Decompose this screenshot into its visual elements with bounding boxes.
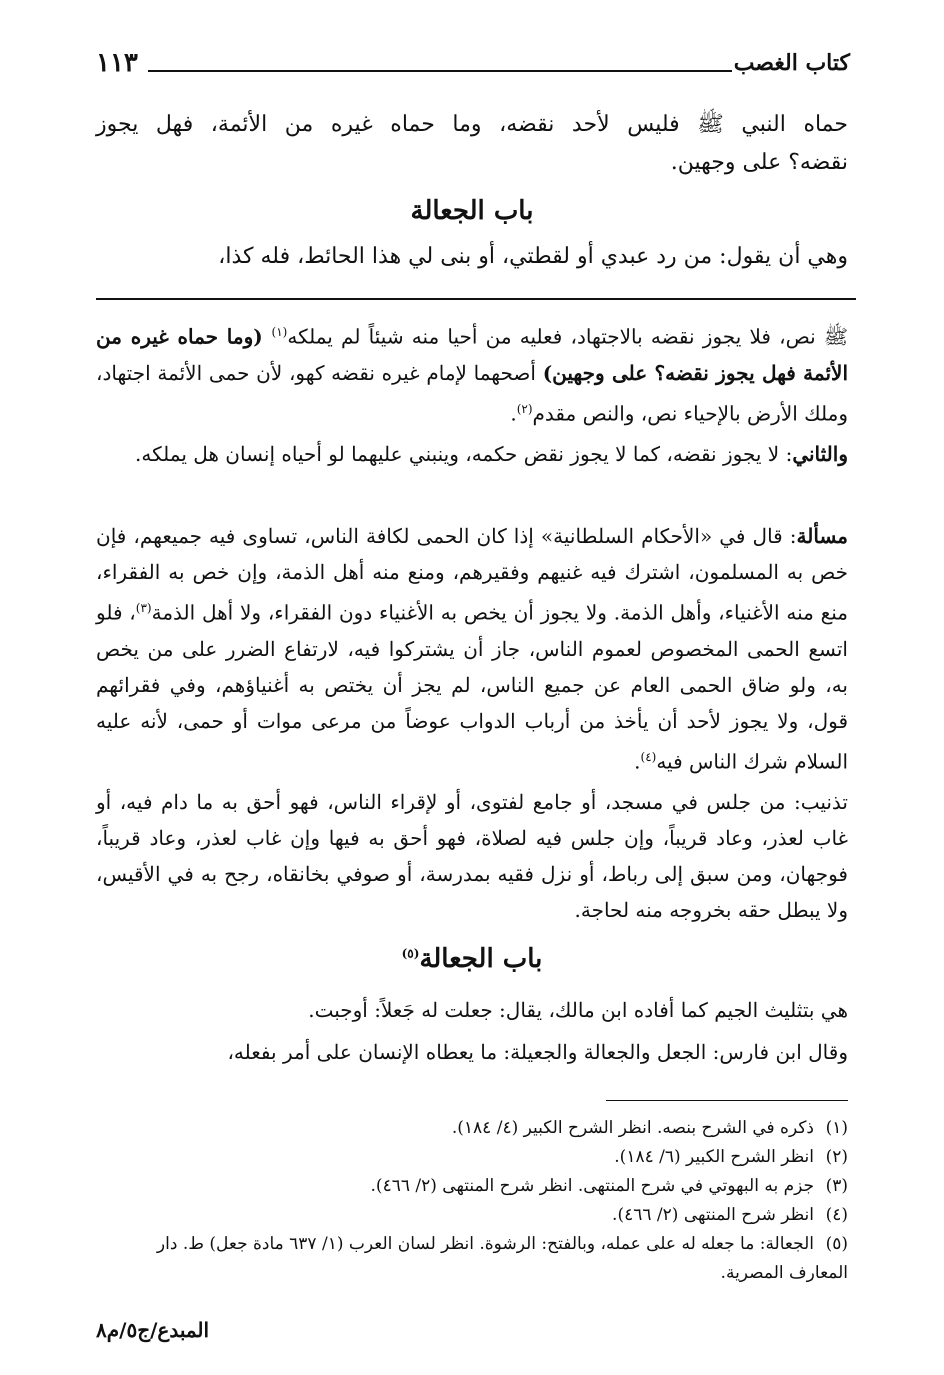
page-header xyxy=(96,50,850,86)
sharh-lead: مسألة xyxy=(796,524,848,548)
matn-block-1 xyxy=(96,106,848,182)
footnote-text: جزم به البهوتي في شرح المنتهى. انظر شرح المنتهى (٢/ ٤٦٦). xyxy=(370,1176,814,1196)
footnote-item xyxy=(96,1230,848,1288)
footnote-text: ذكره في الشرح بنصه. انظر الشرح الكبير (٤/ ١٨٤). xyxy=(451,1118,814,1138)
footnote-number: (١) xyxy=(825,1118,848,1138)
sharh-text: ﷺ نص، فلا يجوز نقضه بالاجتهاد، فعليه من أحيا منه شيئاً لم يملكه xyxy=(287,324,848,349)
footnotes xyxy=(96,1114,848,1288)
sharh-text: : لا يجوز نقضه، كما لا يجوز نقض حكمه، وينبني عليهما لو أحياه إنسان هل يملكه. xyxy=(135,442,793,466)
footnote-text: انظر شرح المنتهى (٢/ ٤٦٦). xyxy=(612,1205,814,1225)
footnote-number: (٢) xyxy=(825,1147,848,1167)
footnote-ref: (٤) xyxy=(640,749,657,764)
footnote-text: الجعالة: ما جعله له على عمله، وبالفتح: الرشوة. انظر لسان العرب (١/ ٦٣٧ مادة جعل) ط. دار المعارف المصرية. xyxy=(156,1234,848,1283)
sharh-text: ، فلو اتسع الحمى المخصوص لعموم الناس، جاز أن يشتركوا فيه، لارتفاع الضرر على من يخص به، ولو ضاق الحمى العام عن جميع الناس، لم يجز أن يختص به أغنياؤهم، وفي فقرائهم قول، ولا يجوز لأحد أن يأخذ من أرباب الدواب عوضاً من مرعى موات أو حمى، لأنه عليه السلام شرك الناس فيه xyxy=(96,600,848,774)
section-heading-2 xyxy=(96,944,848,974)
page-number: ١١٣ xyxy=(96,48,138,78)
section-heading: باب الجعالة xyxy=(410,196,534,226)
sharh-text: أصحهما لإمام غيره نقضه كهو، لأن حمى الأئمة اجتهاد، وملك الأرض بالإحياء نص، والنص مقدم xyxy=(96,360,848,426)
printer-signature: المبدع/ج٥/م٨ xyxy=(96,1318,210,1342)
matn-line: حماه النبي ﷺ فليس لأحد نقضه، وما حماه غيره من الأئمة، فهل يجوز xyxy=(96,112,848,137)
sharh-quoted-matn: (وما حماه غيره من الأئمة فهل يجوز نقضه؟ على وجهين) xyxy=(96,324,848,385)
sharh-lead: والثاني xyxy=(792,442,848,466)
sharh-text: وقال ابن فارس: الجعل والجعالة والجعيلة: ما يعطاه الإنسان على أمر بفعله، xyxy=(227,1040,848,1064)
footnote-separator xyxy=(606,1100,848,1101)
footnote-text: انظر الشرح الكبير (٦/ ١٨٤). xyxy=(614,1147,814,1167)
footnote-number: (٥) xyxy=(825,1234,848,1254)
running-title: كتاب الغصب xyxy=(733,50,850,76)
sharh-paragraph-4 xyxy=(96,784,848,928)
footnote-item xyxy=(96,1143,848,1172)
footnote-item xyxy=(96,1201,848,1230)
footnote-ref: (٣) xyxy=(135,601,152,615)
heading-text: باب الجعالة xyxy=(419,944,543,974)
sharh-paragraph-5 xyxy=(96,992,848,1028)
sharh-text: . xyxy=(510,401,517,426)
sharh-paragraph-2 xyxy=(96,436,848,472)
sharh-text: هي بتثليث الجيم كما أفاده ابن مالك، يقال: جعلت له جَعلاً: أوجبت. xyxy=(308,998,848,1022)
sharh-paragraph-1 xyxy=(96,314,848,431)
header-rule xyxy=(148,70,732,72)
sharh-text: : قال في «الأحكام السلطانية» إذا كان الحمى لكافة الناس، تساوى فيه جميعهم، فإن خص به المسلمون، اشترك فيه غنيهم وفقيرهم، ومنع منه أهل الذمة، وإن خص به الفقراء، منع منه الأغنياء، وأهل الذمة. ولا يجوز أن يخص به الأغنياء دون الفقراء، ولا أهل الذمة xyxy=(96,524,849,625)
footnote-ref: (٢) xyxy=(516,401,533,416)
sharh-paragraph-3 xyxy=(96,518,848,779)
footnote-ref: (١) xyxy=(271,325,288,339)
footnote-number: (٣) xyxy=(825,1176,848,1196)
sharh-text: تذنيب: من جلس في مسجد، أو جامع لفتوى، أو لإقراء الناس، فهو أحق به ما دام فيه، أو غاب لعذر، وعاد قريباً، وإن جلس فيه لصلاة، فهو أحق به فيها وإن غاب لعذر، وعاد قريباً، فوجهان، ومن سبق إلى رباط، أو نزل فقيه بمدرسة، أو صوفي بخانقاه، رجح به في الأقيس، ولا يبطل حقه بخروجه منه لحاجة. xyxy=(96,790,848,922)
matn-line: وهي أن يقول: من رد عبدي أو لقطتي، أو بنى لي هذا الحائط، فله كذا، xyxy=(218,244,848,269)
footnote-item xyxy=(96,1172,848,1201)
footnote-item xyxy=(96,1114,848,1143)
sharh-paragraph-6 xyxy=(96,1034,848,1070)
matn-line: نقضه؟ على وجهين. xyxy=(670,150,848,175)
footnote-ref: (٥) xyxy=(401,946,420,961)
matn-separator xyxy=(96,298,856,300)
matn-block-2 xyxy=(96,238,848,276)
sharh-text: . xyxy=(634,749,641,774)
footnote-number: (٤) xyxy=(825,1205,848,1225)
